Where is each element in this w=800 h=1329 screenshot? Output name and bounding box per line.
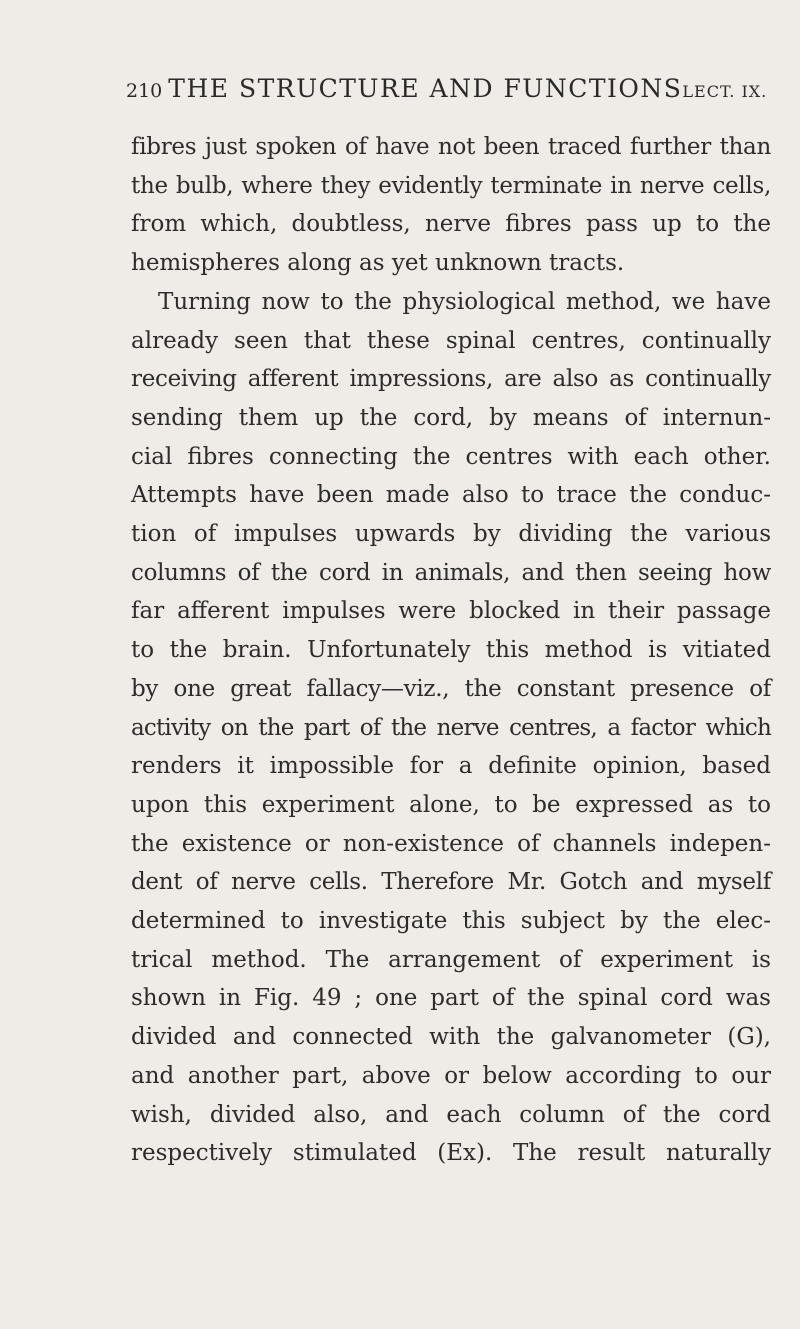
text-line: trical method. The arrangement of experiment is	[131, 946, 771, 973]
page-number: 210	[126, 80, 163, 102]
text-line: to the brain. Unfortunately this method is vitiated	[131, 637, 771, 664]
text-line: the existence or non-existence of channels indepen-	[131, 830, 771, 857]
text-line: wish, divided also, and each column of the cord	[131, 1101, 771, 1128]
body-text	[131, 128, 771, 1173]
page-header	[126, 74, 766, 114]
text-line: hemispheres along as yet unknown tracts.	[131, 250, 625, 277]
text-line: columns of the cord in animals, and then seeing how	[131, 559, 771, 586]
text-line: renders it impossible for a definite opinion, based	[131, 753, 771, 780]
text-line: Turning now to the physiological method, we have	[158, 288, 771, 315]
text-line: upon this experiment alone, to be expressed as to	[131, 791, 771, 818]
text-line: tion of impulses upwards by dividing the various	[131, 521, 771, 548]
text-line: by one great fallacy—viz., the constant presence of	[131, 675, 771, 702]
text-line: sending them up the cord, by means of internun-	[131, 404, 771, 431]
text-line: divided and connected with the galvanometer (G),	[131, 1024, 771, 1051]
text-line: the bulb, where they evidently terminate in nerve cells,	[131, 172, 771, 199]
lecture-label: LECT. IX.	[682, 82, 768, 101]
text-line: and another part, above or below according to our	[131, 1062, 771, 1089]
text-line: Attempts have been made also to trace the conduc-	[131, 482, 771, 509]
running-title: THE STRUCTURE AND FUNCTIONS	[168, 74, 683, 103]
text-line: shown in Fig. 49 ; one part of the spinal cord was	[131, 985, 771, 1012]
text-line: fibres just spoken of have not been traced further than	[131, 134, 771, 160]
text-line: receiving afferent impressions, are also as continually	[131, 366, 771, 393]
text-line: dent of nerve cells. Therefore Mr. Gotch and myself	[131, 869, 771, 896]
text-line: activity on the part of the nerve centres, a factor which	[131, 714, 771, 741]
text-line: respectively stimulated (Ex). The result naturally	[131, 1140, 771, 1167]
text-line: far afferent impulses were blocked in their passage	[131, 598, 771, 625]
text-line: determined to investigate this subject by the elec-	[131, 908, 771, 935]
text-line: already seen that these spinal centres, continually	[131, 327, 771, 354]
text-line: from which, doubtless, nerve fibres pass up to the	[131, 211, 771, 238]
text-line: cial fibres connecting the centres with each other.	[131, 443, 771, 470]
